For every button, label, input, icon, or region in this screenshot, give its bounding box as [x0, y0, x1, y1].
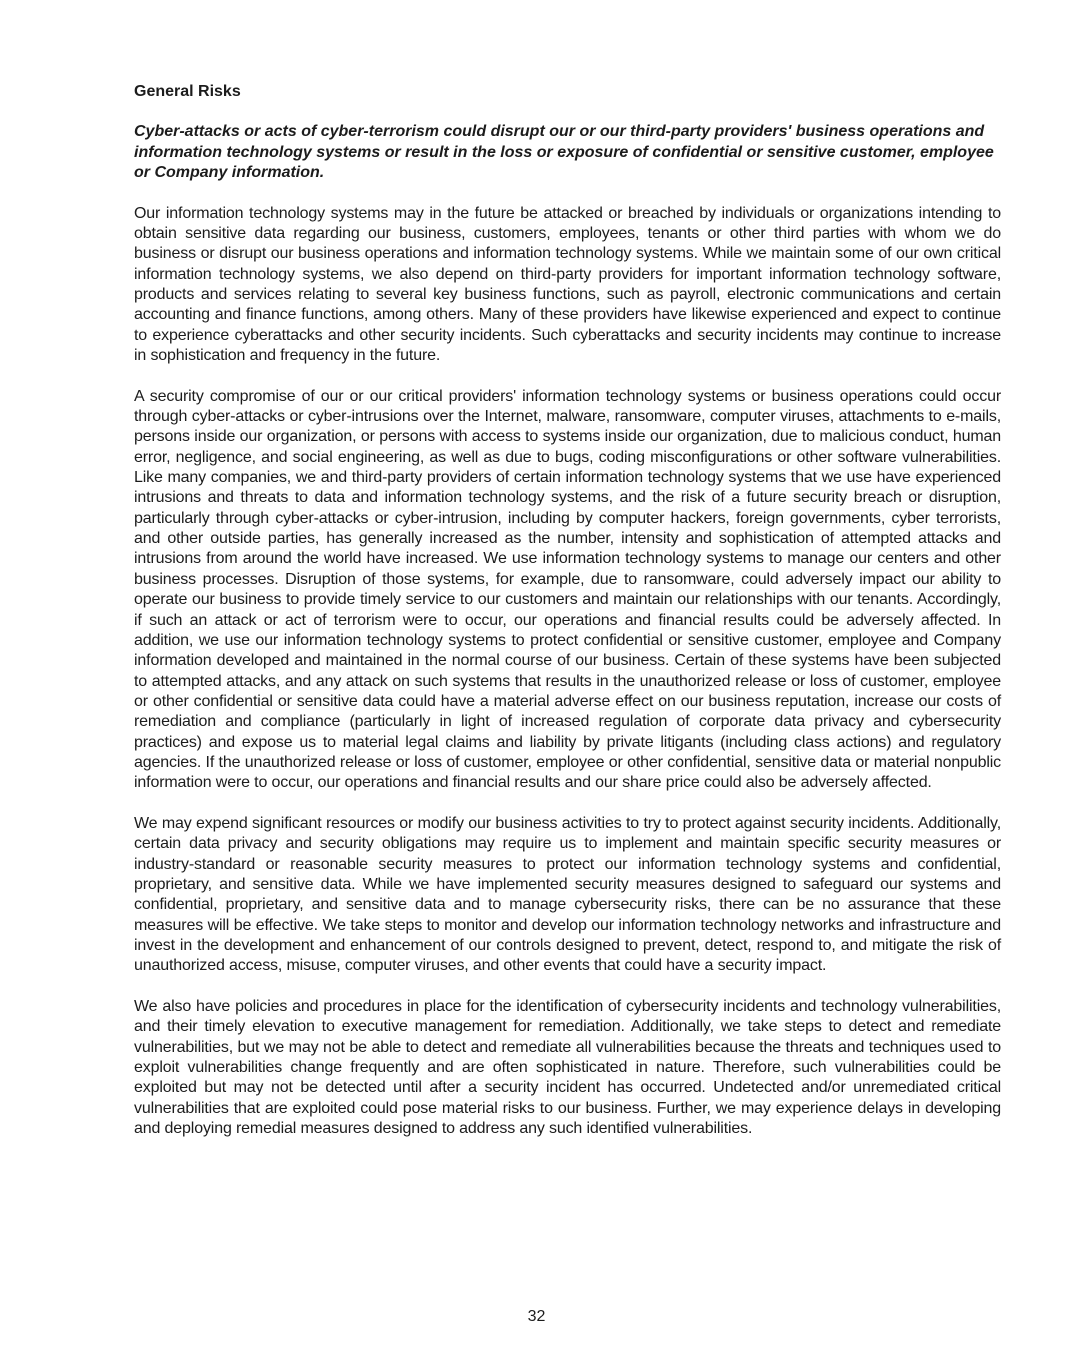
- risk-factor-heading: Cyber-attacks or acts of cyber-terrorism could disrupt our or our third-party providers' business operations and information technology systems or result in the loss or exposure of confidential or sensitive customer, employee or Company information.: [134, 123, 994, 181]
- paragraph-1: Our information technology systems may in the future be attacked or breached by individuals or organizations intending to obtain sensitive data regarding our business, customers, employees, tenants or other third parties with whom we do business or disrupt our business operations and information technology systems. While we maintain some of our own critical information technology systems, we also depend on third-party providers for important information technology software, products and services relating to several key business functions, such as payroll, electronic communications and certain accounting and finance functions, among others. Many of these providers have likewise experienced and expect to continue to experience cyberattacks and other security incidents. Such cyberattacks and security incidents may continue to increase in sophistication and frequency in the future.: [134, 204, 1001, 365]
- section-title: General Risks: [134, 83, 241, 100]
- document-page: [134, 82, 1001, 1160]
- paragraph-3: We may expend significant resources or modify our business activities to try to protect against security incidents. Additionally, certain data privacy and security obligations may require us to implement and maintain specific security measures or industry-standard or reasonable security measures to protect our information technology systems and confidential, proprietary, and sensitive data. While we have implemented security measures designed to safeguard our systems and confidential, proprietary, and sensitive data and to manage cybersecurity risks, there can be no assurance that these measures will be effective. We take steps to monitor and develop our information technology networks and infrastructure and invest in the development and enhancement of our controls designed to prevent, detect, respond to, and mitigate the risk of unauthorized access, misuse, computer viruses, and other events that could have a security impact.: [134, 814, 1001, 975]
- paragraph-4: We also have policies and procedures in place for the identification of cybersecurity incidents and technology vulnerabilities, and their timely elevation to executive management for remediation. Additionally, we take steps to detect and remediate vulnerabilities, but we may not be able to detect and remediate all vulnerabilities because the threats and techniques used to exploit vulnerabilities change frequently and are often sophisticated in nature. Therefore, such vulnerabilities could be exploited but may not be detected until after a security incident has occurred. Undetected and/or unremediated critical vulnerabilities that are exploited could pose material risks to our business. Further, we may experience delays in developing and deploying remedial measures designed to address any such identified vulnerabilities.: [134, 997, 1001, 1138]
- paragraph-2: A security compromise of our or our critical providers' information technology systems or business operations could occur through cyber-attacks or cyber-intrusions over the Internet, malware, ransomware, computer viruses, attachments to e-mails, persons inside our organization, or persons with access to systems inside our organization, due to malicious conduct, human error, negligence, and social engineering, as well as due to bugs, coding misconfigurations or other software vulnerabilities. Like many companies, we and third-party providers of certain information technology systems that we use have experienced intrusions and threats to data and information technology systems, and the risk of a future security breach or disruption, particularly through cyber-attacks or cyber-intrusion, including by computer hackers, foreign governments, cyber terrorists, and other outside parties, has generally increased as the number, intensity and sophistication of attempted attacks and intrusions from around the world have increased. We use information technology systems to manage our centers and other business processes. Disruption of those systems, for example, due to ransomware, could adversely impact our ability to operate our business to provide timely service to our customers and maintain our relationships with our tenants. Accordingly, if such an attack or act of terrorism were to occur, our operations and financial results could be adversely affected. In addition, we use our information technology systems to protect confidential or sensitive customer, employee and Company information developed and maintained in the normal course of our business. Certain of these systems have been subjected to attempted attacks, and any attack on such systems that results in the unauthorized release or loss of customer, employee or other confidential or sensitive data could have a material adverse effect on our business reputation, increase our costs of remediation and compliance (particularly in light of increased regulation of corporate data privacy and cybersecurity practices) and expose us to material legal claims and liability by private litigants (including class actions) and regulatory agencies. If the unauthorized release or loss of customer, employee or other confidential, sensitive data or material nonpublic information were to occur, our operations and financial results and our share price could also be adversely affected.: [134, 387, 1001, 792]
- page-number: 32: [527, 1308, 546, 1325]
